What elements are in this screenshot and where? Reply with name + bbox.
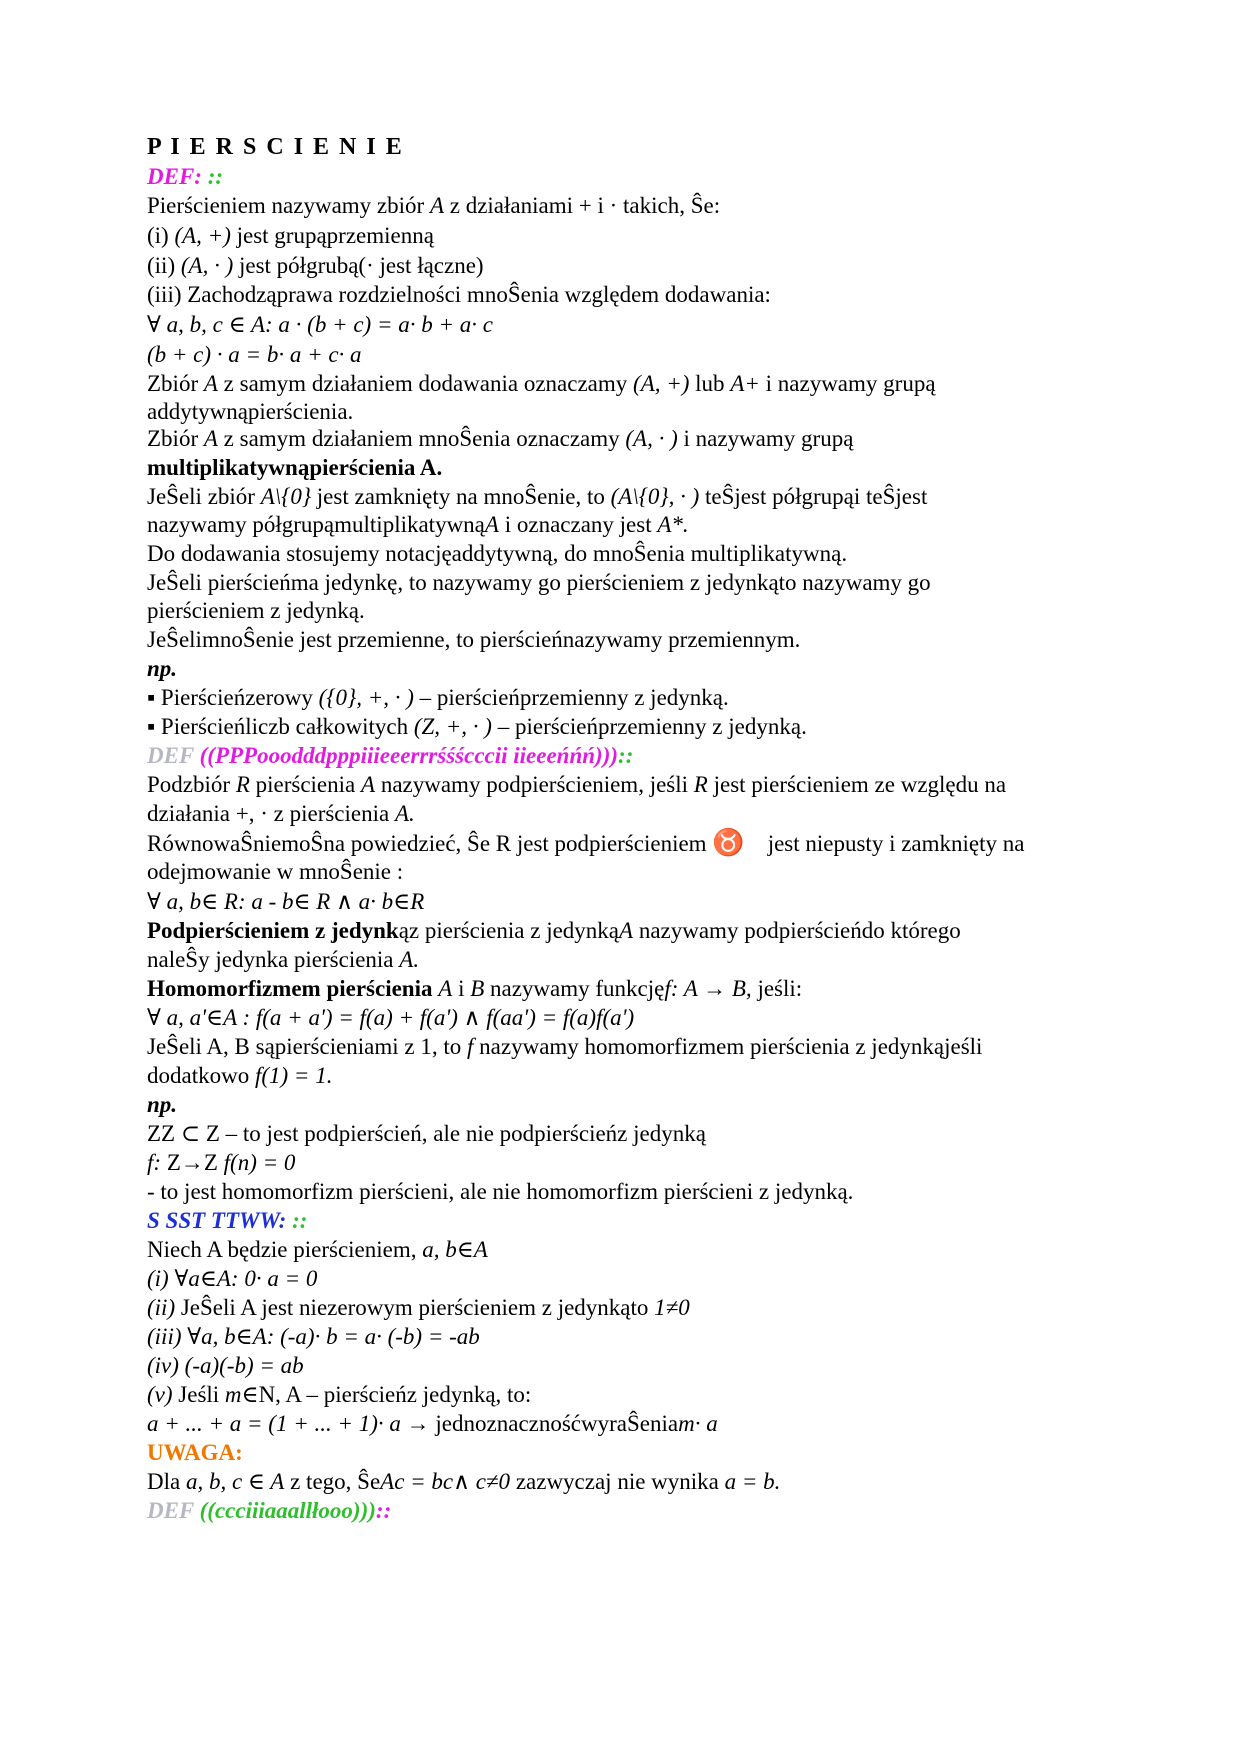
paragraph-ring-definition: Pierścieniem nazywamy zbiór A z działaniami + i · takich, Ŝe:	[147, 193, 721, 218]
paragraph-unity: JeŜeli pierścieńma jedynkę, to nazywamy go pierścieniem z jedynkąto nazywamy go	[147, 570, 931, 595]
bullet-zero-ring: ▪ Pierścieńzerowy ({0}, +, · ) – pierścieńprzemienny z jedynką.	[147, 685, 729, 710]
theorem-item-i: (i) ∀a∈A: 0· a = 0	[147, 1266, 318, 1291]
paragraph-unity-cont: pierścieniem z jedynką.	[147, 598, 365, 623]
theorem-item-iii: (iii) ∀a, b∈A: (-a)· b = a· (-b) = -ab	[147, 1324, 480, 1349]
definition-heading: DEF: ::	[147, 164, 224, 189]
theorem-item-ii: (ii) JeŜeli A jest niezerowym pierścieniem z jedynkąto 1≠0	[147, 1295, 690, 1320]
formula-subring: ∀ a, b∈ R: a - b∈ R ∧ a· b∈R	[147, 889, 425, 914]
paragraph-multiplicative-group: Zbiór A z samym działaniem mnoŜenia oznaczamy (A, · ) i nazywamy grupą	[147, 426, 854, 451]
paragraph-example-subring: ZZ ⊂ Z – to jest podpierścień, ale nie podpierścieńz jedynką	[147, 1121, 706, 1146]
theorem-item-v-formula: a + ... + a = (1 + ... + 1)· a → jednoznacznośćwyraŜeniam· a	[147, 1411, 718, 1436]
example-label-2: np.	[147, 1092, 178, 1117]
theorem-heading: S SST TTWW: ::	[147, 1208, 308, 1233]
paragraph-semigroup: JeŜeli zbiór A\{0} jest zamknięty na mnoŜenie, to (A\{0}, · ) teŜjest półgrupąi teŜjest	[147, 484, 928, 509]
formula-distributive-right: (b + c) · a = b· a + c· a	[147, 342, 362, 367]
paragraph-multiplicative-group-cont: multiplikatywnąpierścienia A.	[147, 455, 443, 480]
bullet-integers-ring: ▪ Pierścieńliczb całkowitych (Z, +, · ) – pierścieńprzemienny z jedynką.	[147, 714, 807, 739]
formula-homomorphism: ∀ a, a'∈A : f(a + a') = f(a) + f(a') ∧ f(aa') = f(a)f(a')	[147, 1005, 635, 1030]
definition-subring-heading: DEF ((PPPooodddpppiiieeerrrśśścccii iieeeńńń)))::	[147, 743, 634, 768]
theorem-item-iv: (iv) (-a)(-b) = ab	[147, 1353, 304, 1378]
paragraph-subring-unity: Podpierścieniem z jedynkąz pierścienia z jedynkąA nazywamy podpierścieńdo którego	[147, 918, 961, 943]
paragraph-additive-group: Zbiór A z samym działaniem dodawania oznaczamy (A, +) lub A+ i nazywamy grupą	[147, 371, 936, 396]
paragraph-example-map: f: Z→Z f(n) = 0	[147, 1150, 296, 1175]
paragraph-notation: Do dodawania stosujemy notacjęaddytywną, do mnoŜenia multiplikatywną.	[147, 541, 848, 566]
paragraph-additive-group-cont: addytywnąpierścienia.	[147, 399, 354, 424]
paragraph-unital-homomorphism-cont: dodatkowo f(1) = 1.	[147, 1063, 333, 1088]
example-label: np.	[147, 656, 178, 681]
paragraph-unital-homomorphism: JeŜeli A, B sąpierścieniami z 1, to f nazywamy homomorfizmem pierścienia z jedynkąjeśli	[147, 1034, 983, 1059]
taurus-symbol-icon: ♉	[712, 828, 745, 857]
paragraph-homomorphism: Homomorfizmem pierścienia A i B nazywamy funkcjęf: A → B, jeśli:	[147, 976, 803, 1001]
paragraph-subring-cont: działania +, · z pierścienia A.	[147, 801, 415, 826]
paragraph-equivalent-cont: odejmowanie w mnoŜenie :	[147, 859, 404, 884]
note-heading: UWAGA:	[147, 1440, 243, 1465]
paragraph-commutative: JeŜelimnoŜenie jest przemienne, to pierścieńnazywamy przemiennym.	[147, 627, 801, 652]
condition-i: (i) (A, +) jest grupąprzemienną	[147, 223, 434, 248]
paragraph-theorem-intro: Niech A będzie pierścieniem, a, b∈A	[147, 1237, 488, 1262]
condition-ii: (ii) (A, · ) jest półgrubą(· jest łączne)	[147, 253, 484, 278]
paragraph-equivalent: RównowaŜniemoŜna powiedzieć, Ŝe R jest podpierścieniem ♉ jest niepusty i zamknięty na	[147, 828, 1025, 857]
paragraph-subring-unity-cont: naleŜy jedynka pierścienia A.	[147, 947, 420, 972]
formula-distributive-left: ∀ a, b, c ∈ A: a · (b + c) = a· b + a· c	[147, 312, 493, 337]
paragraph-subring: Podzbiór R pierścienia A nazywamy podpierścieniem, jeśli R jest pierścieniem ze względu na	[147, 772, 1007, 797]
theorem-item-v: (v) Jeśli m∈N, A – pierścieńz jedynką, to:	[147, 1382, 532, 1407]
paragraph-note: Dla a, b, c ∈ A z tego, ŜeAc = bc∧ c≠0 zazwyczaj nie wynika a = b.	[147, 1469, 781, 1494]
paragraph-semigroup-cont: nazywamy półgrupąmultiplikatywnąA i oznaczany jest A*.	[147, 512, 689, 537]
paragraph-example-note: - to jest homomorfizm pierścieni, ale nie homomorfizm pierścieni z jedynką.	[147, 1179, 854, 1204]
page-title: P I E R S C I E N I E	[147, 134, 404, 160]
condition-iii: (iii) Zachodząprawa rozdzielności mnoŜenia względem dodawania:	[147, 282, 771, 307]
definition-domain-heading: DEF ((ccciiiaaallłooo)))::	[147, 1498, 392, 1523]
